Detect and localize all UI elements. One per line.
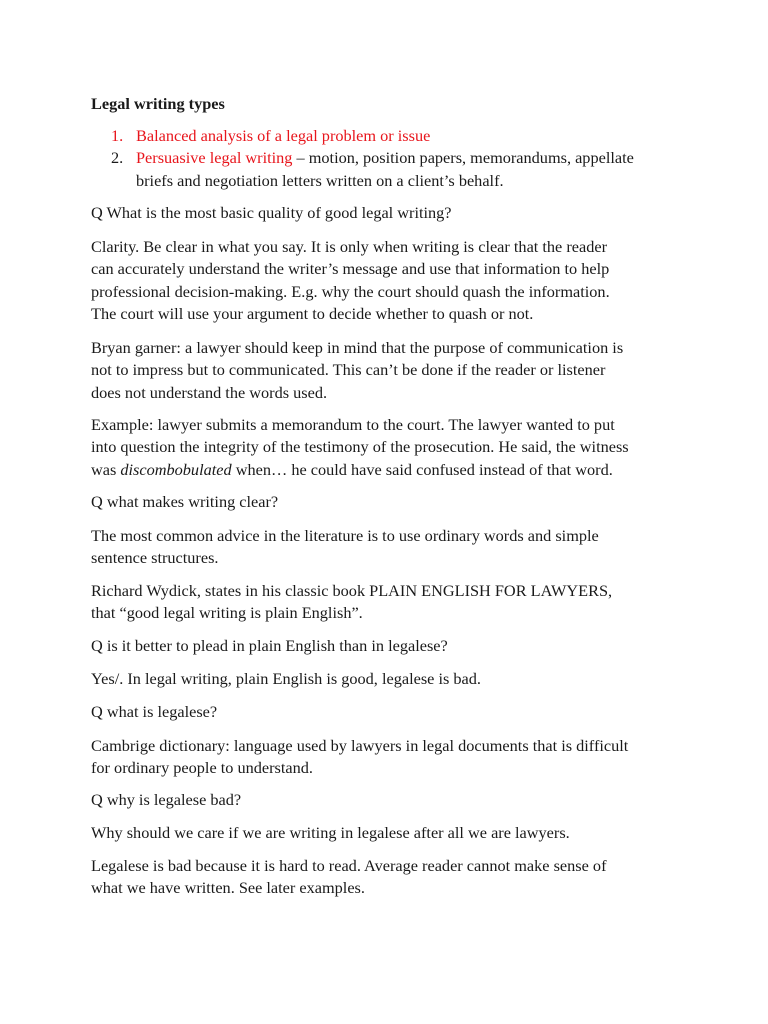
body-paragraph	[91, 580, 691, 625]
text-line: Q What is the most basic quality of good legal writing?	[91, 203, 452, 222]
text-line: into question the integrity of the testimony of the prosecution. He said, the witness	[91, 437, 629, 457]
list-item-highlight: Balanced analysis of a legal problem or issue	[136, 126, 431, 145]
question-paragraph	[91, 635, 691, 657]
list-item-text: briefs and negotiation letters written on a client’s behalf.	[136, 170, 504, 190]
legal-writing-types-list	[91, 125, 711, 192]
list-item-number: 1.	[111, 126, 124, 145]
body-paragraph	[91, 668, 691, 690]
body-paragraph	[91, 735, 691, 780]
text-segment: was	[91, 459, 121, 479]
question-paragraph	[91, 491, 691, 513]
text-line: Richard Wydick, states in his classic book PLAIN ENGLISH FOR LAWYERS,	[91, 581, 613, 600]
text-line: sentence structures.	[91, 548, 219, 568]
text-line: does not understand the words used.	[91, 382, 328, 402]
text-line: Yes/. In legal writing, plain English is good, legalese is bad.	[91, 669, 481, 688]
text-line: professional decision-making. E.g. why the court should quash the information.	[91, 281, 610, 301]
body-paragraph	[91, 822, 691, 844]
text-line: Bryan garner: a lawyer should keep in mind that the purpose of communication is	[91, 338, 624, 357]
text-line: The most common advice in the literature is to use ordinary words and simple	[91, 526, 599, 545]
text-line: Clarity. Be clear in what you say. It is only when writing is clear that the reader	[91, 237, 608, 256]
text-line: that “good legal writing is plain English”.	[91, 603, 363, 623]
text-line: Q is it better to plead in plain English than in legalese?	[91, 636, 448, 655]
body-paragraph	[91, 855, 691, 900]
text-line: Why should we care if we are writing in legalese after all we are lawyers.	[91, 823, 570, 842]
question-paragraph	[91, 202, 691, 224]
text-line: can accurately understand the writer’s message and use that information to help	[91, 259, 610, 279]
document-heading: Legal writing types	[91, 94, 225, 113]
text-line: Example: lawyer submits a memorandum to the court. The lawyer wanted to put	[91, 415, 615, 434]
text-segment: when… he could have said confused instead of that word.	[231, 459, 613, 479]
body-paragraph	[91, 236, 691, 325]
text-line: what we have written. See later examples.	[91, 878, 365, 898]
text-line	[91, 459, 691, 481]
text-line: Legalese is bad because it is hard to read. Average reader cannot make sense of	[91, 856, 607, 875]
body-paragraph	[91, 525, 691, 570]
question-paragraph	[91, 789, 691, 811]
italic-word: discombobulated	[120, 459, 232, 479]
text-line: Q what is legalese?	[91, 702, 218, 721]
text-line: Q why is legalese bad?	[91, 790, 242, 809]
text-line: Q what makes writing clear?	[91, 492, 279, 511]
list-item	[91, 125, 711, 147]
list-item-highlight: Persuasive legal writing	[136, 148, 293, 168]
text-line: The court will use your argument to decide whether to quash or not.	[91, 303, 534, 323]
body-paragraph	[91, 337, 691, 404]
list-item-number: 2.	[111, 148, 124, 168]
text-line: for ordinary people to understand.	[91, 758, 313, 778]
example-paragraph	[91, 414, 691, 481]
text-line: not to impress but to communicated. This can’t be done if the reader or listener	[91, 360, 606, 380]
list-item	[91, 147, 711, 192]
list-item-text: – motion, position papers, memorandums, appellate	[292, 148, 634, 168]
text-line: Cambrige dictionary: language used by lawyers in legal documents that is difficult	[91, 736, 629, 755]
question-paragraph	[91, 701, 691, 723]
